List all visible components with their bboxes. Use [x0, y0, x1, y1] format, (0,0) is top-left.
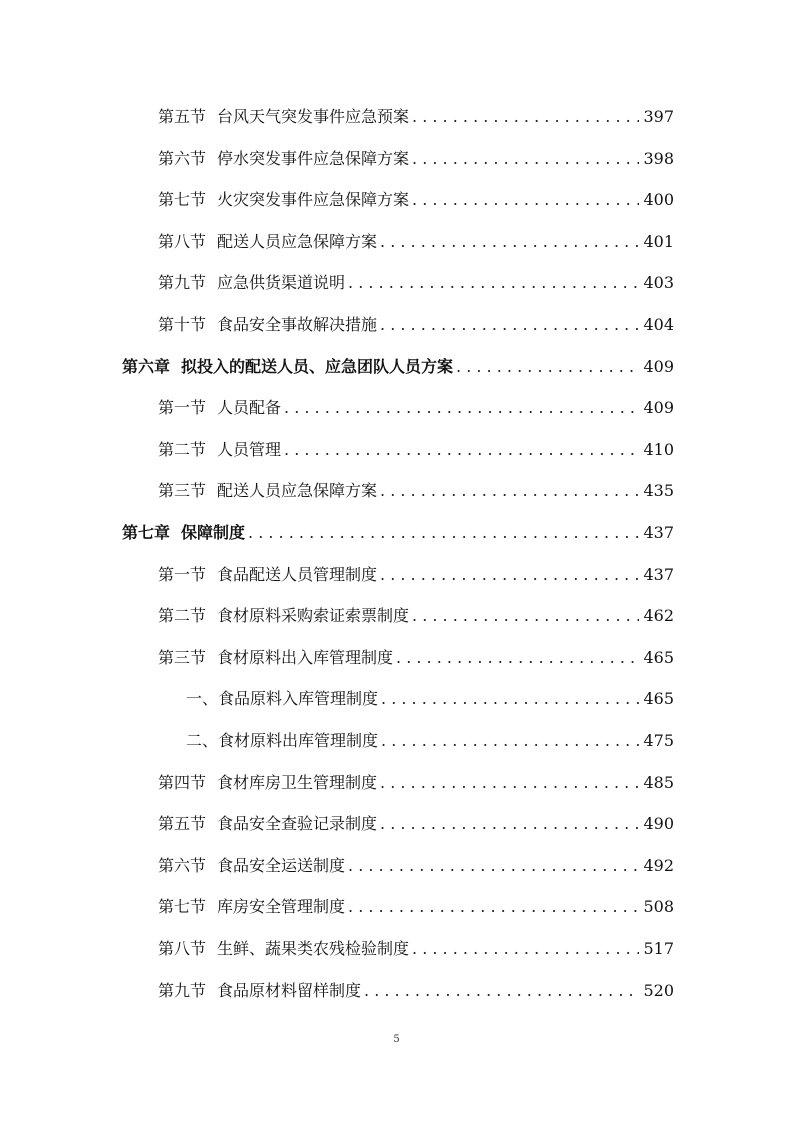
toc-entry[interactable]	[158, 643, 674, 673]
dot-leader	[348, 268, 639, 298]
toc-entry[interactable]	[122, 352, 674, 382]
dot-leader	[248, 518, 639, 548]
dot-leader	[348, 892, 639, 922]
toc-entry-label	[158, 144, 409, 174]
dot-leader	[364, 976, 639, 1006]
toc-entry-title: 食品原料入库管理制度	[218, 689, 379, 708]
toc-entry[interactable]	[158, 144, 674, 174]
toc-entry[interactable]	[186, 684, 674, 714]
toc-entry-number: 第九节	[158, 273, 207, 292]
toc-entry-page-number: 410	[643, 440, 674, 459]
toc-entry-number: 第八节	[158, 939, 207, 958]
toc-entry-title: 人员配备	[217, 398, 282, 417]
toc-entry-title: 食材原料出入库管理制度	[217, 648, 394, 667]
toc-entry-page-number: 508	[643, 897, 674, 916]
toc-entry-label	[158, 310, 377, 340]
toc-entry-page-number: 465	[643, 689, 674, 708]
toc-entry-label	[158, 851, 345, 881]
dot-leader	[284, 435, 639, 465]
dot-leader	[412, 102, 639, 132]
dot-leader	[380, 809, 639, 839]
toc-entry-number: 第二节	[158, 440, 207, 459]
toc-entry-title: 食品安全查验记录制度	[217, 814, 378, 833]
toc-entry[interactable]	[158, 476, 674, 506]
dot-leader	[380, 768, 639, 798]
toc-entry[interactable]	[158, 185, 674, 215]
toc-entry-page-number: 490	[643, 814, 674, 833]
toc-entry[interactable]	[158, 809, 674, 839]
toc-entry[interactable]	[158, 768, 674, 798]
toc-entry-label	[158, 643, 393, 673]
dot-leader	[412, 185, 639, 215]
dot-leader	[380, 476, 639, 506]
dot-leader	[381, 684, 639, 714]
toc-entry[interactable]	[122, 518, 674, 548]
toc-entry-title: 食品配送人员管理制度	[217, 565, 378, 584]
toc-entry[interactable]	[158, 435, 674, 465]
toc-entry-label	[158, 435, 281, 465]
toc-entry-number: 第五节	[158, 107, 207, 126]
toc-entry[interactable]	[158, 851, 674, 881]
toc-entry-page-number: 465	[643, 648, 674, 667]
toc-entry-title: 台风天气突发事件应急预案	[217, 107, 410, 126]
toc-entry-number: 第三节	[158, 648, 207, 667]
toc-entry-title: 食品安全运送制度	[217, 856, 346, 875]
toc-entry-page-number: 401	[643, 232, 674, 251]
toc-entry-number: 第六节	[158, 856, 207, 875]
toc-entry-page-number: 403	[643, 273, 674, 292]
toc-entry[interactable]	[158, 310, 674, 340]
toc-entry-label	[158, 934, 409, 964]
toc-entry-title: 食品安全事故解决措施	[217, 315, 378, 334]
toc-entry-label	[186, 684, 378, 714]
dot-leader	[348, 851, 639, 881]
toc-entry-number: 第六节	[158, 149, 207, 168]
toc-entry-title: 食材原料采购索证索票制度	[217, 606, 410, 625]
toc-entry-number: 第一节	[158, 398, 207, 417]
toc-entry[interactable]	[158, 102, 674, 132]
toc-entry-title: 食材原料出库管理制度	[218, 731, 379, 750]
toc-entry[interactable]	[158, 934, 674, 964]
dot-leader	[412, 934, 639, 964]
toc-entry-page-number: 520	[643, 981, 674, 1000]
dot-leader	[380, 560, 639, 590]
toc-entry[interactable]	[158, 227, 674, 257]
toc-entry-page-number: 398	[643, 149, 674, 168]
toc-entry-page-number: 462	[643, 606, 674, 625]
toc-entry-number: 第六章	[122, 357, 171, 376]
toc-entry-label	[158, 768, 377, 798]
toc-entry[interactable]	[158, 560, 674, 590]
dot-leader	[284, 393, 639, 423]
toc-entry-number: 第十节	[158, 315, 207, 334]
toc-entry-page-number: 435	[643, 481, 674, 500]
page-number: 5	[393, 1034, 400, 1045]
toc-entry-label	[158, 976, 361, 1006]
toc-entry-label	[158, 476, 377, 506]
dot-leader	[412, 144, 639, 174]
toc-entry-label	[158, 102, 409, 132]
toc-entry-number: 第四节	[158, 773, 207, 792]
dot-leader	[380, 227, 639, 257]
toc-entry-page-number: 400	[643, 190, 674, 209]
toc-entry-title: 火灾突发事件应急保障方案	[217, 190, 410, 209]
toc-entry-label	[158, 227, 377, 257]
toc-entry[interactable]	[158, 976, 674, 1006]
toc-entry-page-number: 517	[643, 939, 674, 958]
toc-entry-page-number: 437	[643, 565, 674, 584]
toc-entry-label	[158, 185, 409, 215]
toc-entry-page-number: 485	[643, 773, 674, 792]
toc-entry-number: 一、	[186, 689, 219, 708]
dot-leader	[396, 643, 639, 673]
toc-entry-label	[122, 518, 245, 548]
dot-leader	[412, 601, 639, 631]
toc-entry-title: 人员管理	[217, 440, 282, 459]
toc-entry-title: 食品原材料留样制度	[217, 981, 362, 1000]
toc-entry-title: 保障制度	[181, 523, 246, 542]
toc-entry-title: 生鲜、蔬果类农残检验制度	[217, 939, 410, 958]
toc-entry-label	[158, 892, 345, 922]
toc-entry-page-number: 437	[643, 523, 674, 542]
toc-entry[interactable]	[186, 726, 674, 756]
toc-entry-page-number: 404	[643, 315, 674, 334]
toc-entry-page-number: 492	[643, 856, 674, 875]
toc-entry-number: 第七节	[158, 190, 207, 209]
toc-entry-label	[158, 268, 345, 298]
dot-leader	[381, 726, 639, 756]
toc-entry-page-number: 409	[643, 398, 674, 417]
toc-entry-label	[158, 393, 281, 423]
toc-entry[interactable]	[158, 268, 674, 298]
toc-entry-title: 应急供货渠道说明	[217, 273, 346, 292]
toc-entry-page-number: 397	[643, 107, 674, 126]
toc-entry-title: 配送人员应急保障方案	[217, 481, 378, 500]
toc-entry-number: 二、	[186, 731, 219, 750]
dot-leader	[456, 352, 639, 382]
toc-entry-label	[158, 601, 409, 631]
toc-entry-number: 第二节	[158, 606, 207, 625]
toc-entry-number: 第九节	[158, 981, 207, 1000]
toc-entry-label	[122, 352, 453, 382]
toc-entry-page-number: 475	[643, 731, 674, 750]
toc-entry-title: 拟投入的配送人员、应急团队人员方案	[181, 357, 454, 376]
toc-entry[interactable]	[158, 393, 674, 423]
dot-leader	[380, 310, 639, 340]
toc-entry-title: 配送人员应急保障方案	[217, 232, 378, 251]
toc-entry-title: 库房安全管理制度	[217, 897, 346, 916]
toc-entry-number: 第三节	[158, 481, 207, 500]
toc-entry[interactable]	[158, 601, 674, 631]
toc-entry-number: 第七节	[158, 897, 207, 916]
toc-entry[interactable]	[158, 892, 674, 922]
toc-entry-number: 第七章	[122, 523, 171, 542]
toc-entry-number: 第一节	[158, 565, 207, 584]
toc-entry-number: 第八节	[158, 232, 207, 251]
toc-entry-number: 第五节	[158, 814, 207, 833]
toc-entry-title: 停水突发事件应急保障方案	[217, 149, 410, 168]
toc-entry-label	[158, 809, 377, 839]
toc-entry-label	[158, 560, 377, 590]
toc-entry-page-number: 409	[643, 357, 674, 376]
toc-entry-title: 食材库房卫生管理制度	[217, 773, 378, 792]
toc-entry-label	[186, 726, 378, 756]
